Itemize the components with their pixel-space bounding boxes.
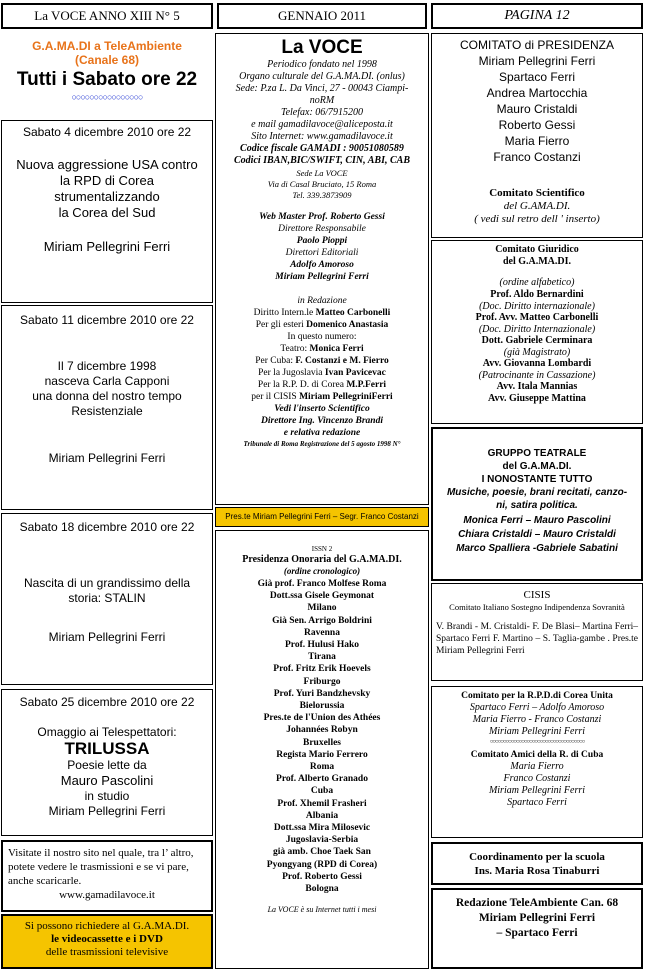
honor-entry: Bruxelles <box>303 737 341 748</box>
episode-line: la Corea del Sud <box>58 205 156 220</box>
masthead-line: Via di Casal Bruciato, 15 Roma <box>267 179 377 189</box>
honor-entry: Friburgo <box>303 676 341 687</box>
honor-entry: Cuba <box>310 786 334 797</box>
cuba-member: Maria Fierro <box>510 761 564 772</box>
promo-circles: ○○○○○○○○○○○○○○○○ <box>71 92 143 102</box>
honor-entry: Prof. Fritz Erik Hoevels <box>273 664 371 675</box>
comitato-member: Roberto Gessi <box>498 118 576 132</box>
coordinamento-scuola <box>431 842 643 885</box>
cuba-member: Spartaco Ferri <box>507 797 567 808</box>
masthead-line: Organo culturale del G.A.MA.DI. (onlus) <box>239 71 405 82</box>
giuridico-member: Avv. Giovanna Lombardi <box>482 358 592 369</box>
gruppo-teatrale <box>431 427 643 581</box>
staff-role: Per Cuba: <box>255 356 296 366</box>
promo-line2: (Canale 68) <box>74 53 140 67</box>
masthead-line: Periodico fondato nel 1998 <box>267 59 377 70</box>
teatro-line: Musiche, poesie, brani recitati, canzo- <box>446 487 628 498</box>
masthead-line: Telefax: 06/7915200 <box>280 107 364 118</box>
tribunale-line: Tribunale di Roma Registrazione del 5 agosto 1998 N° <box>243 440 401 448</box>
honor-subtitle: (ordine cronologico) <box>283 566 361 576</box>
staff-name: Monica Ferri <box>309 344 364 354</box>
episode-author: Miriam Pellegrini Ferri <box>48 451 166 465</box>
honor-entry: Prof. Hulusi Hako <box>285 640 359 651</box>
promo-line3: Tutti i Sabato ore 22 <box>16 69 198 90</box>
honor-entry: Pyongyang (RPD di Corea) <box>266 859 378 870</box>
episode-line: Il 7 dicembre 1998 <box>57 359 157 373</box>
dir-edit: Adolfo Amoroso <box>290 260 354 270</box>
cisis-text: V. Brandi - M. Cristaldi- F. De Blasi– Martina Ferri– Spartaco Ferri F. Martino – S. Taglia-gambe . Pres.te Miriam Pellegrini Ferri <box>436 622 638 656</box>
staff-name: Miriam PellegriniFerri <box>299 392 393 402</box>
header-right <box>431 3 643 29</box>
order-box <box>1 914 213 969</box>
staff-name: Domenico Anastasia <box>306 320 389 330</box>
cisis-subtitle: Comitato Italiano Sostegno Indipendenza Sovranità <box>449 602 625 612</box>
comitato-member: Franco Costanzi <box>493 150 581 164</box>
direttore-ing: Direttore Ing. Vincenzo Brandi <box>261 416 383 426</box>
giuridico-role: (già Magistrato) <box>503 346 571 358</box>
masthead-title: La VOCE <box>281 37 363 58</box>
scuola-line2: Ins. Maria Rosa Tinaburri <box>474 865 600 877</box>
teatro-line: I NONOSTANTE TUTTO <box>481 474 593 485</box>
masthead <box>215 33 429 505</box>
episode-reader: Mauro Pascolini <box>60 773 154 788</box>
visit-site-box <box>1 840 213 912</box>
honor-entry: Dott.ssa Gisele Geymonat <box>269 591 375 602</box>
honor-entry: Pres.te de l'Union des Athées <box>263 713 381 724</box>
episode-author: Miriam Pellegrini Ferri <box>48 630 166 644</box>
staff-name: Ivan Pavicevac <box>324 368 386 378</box>
comitato-presidenza <box>431 33 643 238</box>
staff-name: Matteo Carbonelli <box>315 308 391 318</box>
redazione-label: in Redazione <box>297 296 347 306</box>
giuridico-member: Prof. Aldo Bernardini <box>490 289 584 300</box>
scuola-line1: Coordinamento per la scuola <box>469 851 605 863</box>
episode-line: storia: STALIN <box>68 591 146 605</box>
header-left <box>1 3 213 29</box>
honorary-presidency <box>215 530 429 969</box>
honor-entry: Già Sen. Arrigo Boldrini <box>272 615 372 626</box>
webmaster: Web Master Prof. Roberto Gessi <box>259 212 385 222</box>
giuridico-title: del G.A.MA.DI. <box>502 256 572 267</box>
giuridico-member: Avv. Itala Mannias <box>496 381 578 392</box>
episode-date: Sabato 25 dicembre 2010 ore 22 <box>19 695 195 709</box>
honor-entry: Jugoslavia-Serbia <box>285 835 359 846</box>
honor-entry: Prof. Yuri Bandzhevsky <box>273 688 371 699</box>
honor-entry: Albania <box>305 810 339 821</box>
episode-2 <box>1 305 213 510</box>
sci-title: Comitato Scientifico <box>489 187 585 199</box>
episode-line: Nuova aggressione USA contro <box>16 157 198 172</box>
corea-member: Miriam Pellegrini Ferri <box>488 726 586 737</box>
comitato-giuridico <box>431 240 643 424</box>
honor-entry: Prof. Xhemil Frasheri <box>277 798 367 809</box>
site-link[interactable]: www.gamadilavoce.it <box>59 889 155 901</box>
cisis-title: CISIS <box>523 589 551 601</box>
honor-footer: La VOCE è su Internet tutti i mesi <box>267 905 377 915</box>
episode-line: in studio <box>84 789 130 803</box>
episode-author: Miriam Pellegrini Ferri <box>43 239 171 254</box>
episode-1 <box>1 120 213 303</box>
giuridico-member: Dott. Gabriele Cerminara <box>481 335 593 346</box>
cisis-box <box>431 583 643 681</box>
episode-date: Sabato 18 dicembre 2010 ore 22 <box>19 520 195 534</box>
masthead-line: Sede La VOCE <box>296 168 348 178</box>
comitato-member: Spartaco Ferri <box>498 70 576 84</box>
masthead-line: Codici IBAN,BIC/SWIFT, CIN, ABI, CAB <box>234 155 410 166</box>
tv-promo <box>1 35 213 119</box>
header-center <box>217 3 427 29</box>
staff-role: Diritto Intern.le <box>253 308 316 318</box>
promo-line1: G.A.MA.DI a TeleAmbiente <box>32 39 182 53</box>
staff-role: Per la Jugoslavia <box>258 368 325 378</box>
giuridico-title: Comitato Giuridico <box>495 244 579 255</box>
corea-member: Spartaco Ferri – Adolfo Amoroso <box>469 702 605 713</box>
staff-role: Per gli esteri <box>255 320 307 330</box>
comitato-title: COMITATO di PRESIDENZA <box>459 38 615 52</box>
teatro-line: Chiara Cristaldi – Mauro Cristaldi <box>458 529 616 540</box>
episode-author: Miriam Pellegrini Ferri <box>48 804 166 818</box>
staff-role: Per la R.P. D. di Corea <box>257 380 347 390</box>
honor-entry: Dott.ssa Mira Milosevic <box>273 823 371 834</box>
episode-title: TRILUSSA <box>64 739 150 758</box>
issue-label: La VOCE ANNO XIII N° 5 <box>34 8 180 23</box>
dir-edit-label: Direttori Editoriali <box>285 248 359 258</box>
honor-entry: Ravenna <box>304 627 340 638</box>
giuridico-order: (ordine alfabetico) <box>499 277 575 288</box>
masthead-line: e mail gamadilavoce@aliceposta.it <box>251 119 393 130</box>
dir-resp: Paolo Pioppi <box>296 236 348 246</box>
issn-label: ISSN 2 <box>311 545 333 553</box>
staff-role: Teatro: <box>280 344 310 354</box>
giuridico-role: (Patrocinante in Cassazione) <box>478 369 596 381</box>
honor-entry: Prof. Alberto Granado <box>276 774 368 785</box>
honor-entry: Bielorussia <box>299 701 345 712</box>
cuba-member: Miriam Pellegrini Ferri <box>488 785 586 796</box>
masthead-line: Tel. 339.3873909 <box>292 190 352 200</box>
cuba-title: Comitato Amici della R. di Cuba <box>470 750 604 760</box>
visit-text: Visitate il nostro sito nel quale, tra l’ altro, potete vedere le trasmissioni e se vi pare, anche scaricarle. <box>8 847 194 887</box>
episode-3 <box>1 513 213 685</box>
order-line3: delle trasmissioni televisive <box>45 946 169 958</box>
honor-entry: Roma <box>309 762 335 773</box>
staff-role: In questo numero: <box>287 332 357 342</box>
episode-line: la RPD di Corea <box>60 173 154 188</box>
staff-role: per il CISIS <box>251 392 300 402</box>
masthead-line: Codice fiscale GAMADI : 90051080589 <box>240 143 404 154</box>
teatro-line: ni, satira politica. <box>496 500 578 511</box>
honor-title: Presidenza Onoraria del G.A.MA.DI. <box>242 554 402 565</box>
honor-entry: già amb. Choe Taek San <box>273 847 371 858</box>
giuridico-role: (Doc. Diritto internazionale) <box>479 300 595 312</box>
teatro-line: Marco Spalliera -Gabriele Sabatini <box>456 543 618 554</box>
honor-entry: Johannées Robyn <box>286 725 358 736</box>
honor-entry: Prof. Roberto Gessi <box>282 871 362 882</box>
masthead-line: Sede: P.za L. Da Vinci, 27 - 00043 Ciampi- <box>235 83 409 94</box>
honor-entry: Bologna <box>305 884 339 895</box>
vedi-inserto: Vedi l'inserto Scientifico <box>274 404 370 414</box>
page-number: PAGINA 12 <box>504 8 570 23</box>
redazione-line1: Redazione TeleAmbiente Can. 68 <box>455 897 619 909</box>
corea-title: Comitato per la R.P.D.di Corea Unita <box>461 691 613 701</box>
episode-line: strumentalizzando <box>54 189 160 204</box>
redazione-line2: Miriam Pellegrini Ferri <box>478 912 596 924</box>
masthead-line: Sito Internet: www.gamadilavoce.it <box>251 131 393 142</box>
honor-entry: Regista Mario Ferrero <box>276 749 368 760</box>
giuridico-member: Prof. Avv. Matteo Carbonelli <box>475 312 599 323</box>
president-text: Pres.te Miriam Pellegrini Ferri – Segr. Franco Costanzi <box>225 512 419 521</box>
comitato-member: Miriam Pellegrini Ferri <box>478 54 596 68</box>
comitato-member: Maria Fierro <box>504 134 570 148</box>
giuridico-role: (Doc. Diritto Internazionale) <box>478 323 596 335</box>
staff-name: F. Costanzi e M. Fierro <box>295 356 389 366</box>
corea-circles: ○○○○○○○○○○○○○○○○○○○○○○○○○○○○○○○○○○○○ <box>489 739 585 745</box>
masthead-line: noRM <box>309 95 335 106</box>
comitato-corea <box>431 686 643 838</box>
relativa-redazione: e relativa redazione <box>283 428 361 438</box>
teatro-line: GRUPPO TEATRALE <box>487 448 587 459</box>
episode-line: Nascita di un grandissimo della <box>23 576 191 590</box>
episode-intro: Omaggio ai Telespettatori: <box>37 725 177 739</box>
dir-edit: Miriam Pellegrini Ferri <box>275 272 369 282</box>
honor-entry: Milano <box>307 603 337 614</box>
order-line1: Si possono richiedere al G.A.MA.DI. <box>24 920 190 932</box>
corea-member: Maria Fierro - Franco Costanzi <box>472 714 602 725</box>
cuba-member: Franco Costanzi <box>503 773 571 784</box>
teatro-line: Monica Ferri – Mauro Pascolini <box>463 515 611 526</box>
dir-resp-label: Direttore Responsabile <box>278 224 366 234</box>
president-bar <box>215 507 429 527</box>
teatro-line: del G.A.MA.DI. <box>502 461 572 472</box>
episode-line: una donna del nostro tempo <box>32 389 182 403</box>
redazione-teleambiente <box>431 888 643 969</box>
episode-date: Sabato 4 dicembre 2010 ore 22 <box>22 125 192 139</box>
comitato-member: Andrea Martocchia <box>486 86 588 100</box>
issue-month: GENNAIO 2011 <box>278 8 366 23</box>
episode-line: nasceva Carla Capponi <box>44 374 170 388</box>
episode-line: Poesie lette da <box>67 758 147 772</box>
episode-date: Sabato 11 dicembre 2010 ore 22 <box>20 313 194 327</box>
honor-entry: Tirana <box>308 652 336 663</box>
redazione-line3: – Spartaco Ferri <box>496 927 578 939</box>
giuridico-member: Avv. Giuseppe Mattina <box>488 392 586 404</box>
sci-note: ( vedi sul retro dell ' inserto) <box>474 213 600 225</box>
episode-line: Resistenziale <box>71 404 143 418</box>
comitato-member: Mauro Cristaldi <box>496 102 578 116</box>
honor-entry: Già prof. Franco Molfese Roma <box>257 579 387 589</box>
order-line2: le videocassette e i DVD <box>51 933 163 945</box>
episode-4 <box>1 689 213 836</box>
sci-sub: del G.AMA.DI. <box>503 200 571 212</box>
staff-name: M.P.Ferri <box>346 380 387 390</box>
